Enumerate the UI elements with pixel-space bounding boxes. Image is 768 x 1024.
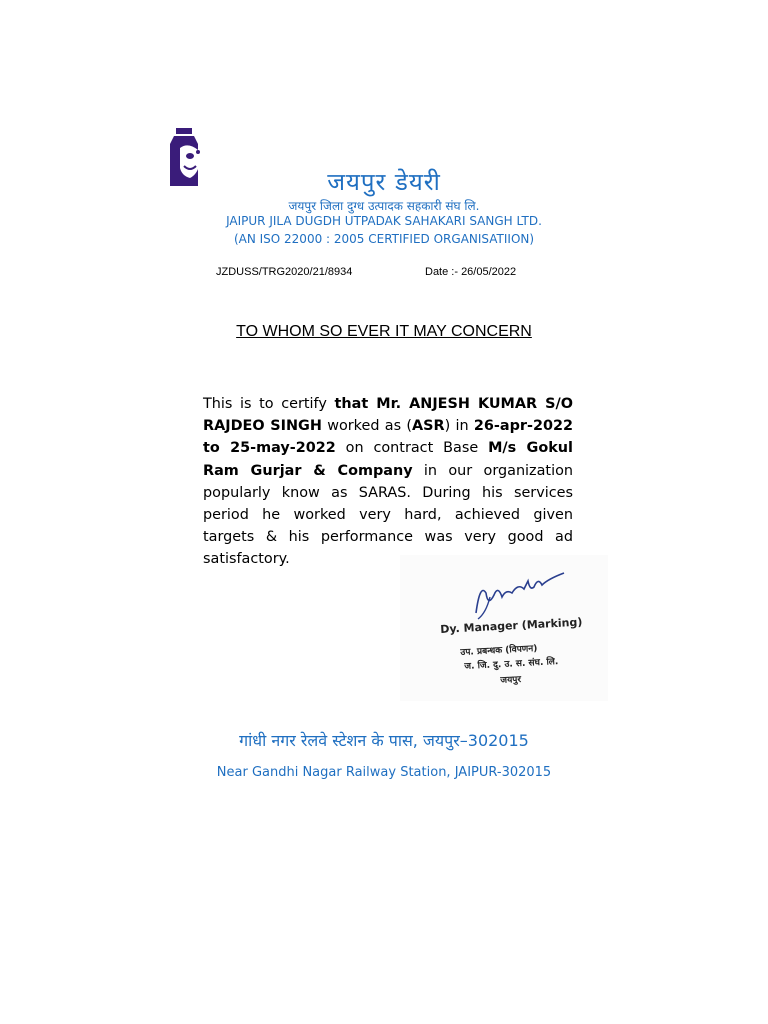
- address-hindi: गांधी नगर रेलवे स्टेशन के पास, जयपुर–302015: [239, 731, 529, 750]
- letter-date: Date :- 26/05/2022: [425, 266, 517, 278]
- signatory-designation-hindi: उप. प्रबन्धक (विपणन): [460, 643, 538, 658]
- body-text-segment: on contract Base: [335, 440, 489, 457]
- org-english-name: JAIPUR JILA DUGDH UTPADAK SAHAKARI SANGH LTD.: [226, 214, 542, 228]
- org-hindi-short: जयपुर डेयरी: [327, 168, 441, 196]
- body-text-segment: in our organization popularly know as SARAS. During his services period he worked very hard, achieved given targets & his performance was very good ad satisfactory.: [203, 462, 573, 568]
- letter-heading: TO WHOM SO EVER IT MAY CONCERN: [236, 323, 532, 340]
- org-hindi-full: जयपुर जिला दुग्ध उत्पादक सहकारी संघ लि.: [288, 199, 480, 213]
- reference-number: JZDUSS/TRG2020/21/8934: [216, 266, 353, 278]
- address-english: Near Gandhi Nagar Railway Station, JAIPUR-302015: [216, 765, 552, 780]
- job-role: ASR: [411, 418, 445, 435]
- iso-certification-note: (AN ISO 22000 : 2005 CERTIFIED ORGANISATIION): [233, 232, 535, 246]
- body-text-segment: worked as (: [321, 418, 412, 435]
- certificate-body: [203, 393, 573, 571]
- handwritten-signature: [468, 563, 568, 623]
- signatory-org-hindi: ज. जि. दु. उ. स. संघ. लि.: [464, 657, 559, 672]
- employment-period: 26-apr-2022 to 25-may-2022: [203, 418, 574, 457]
- signatory-designation: Dy. Manager (Marking): [440, 615, 583, 636]
- body-text-segment: ) in: [444, 418, 474, 435]
- body-text-segment: This is to certify: [203, 396, 335, 412]
- signatory-city-hindi: जयपुर: [500, 674, 522, 686]
- employee-name: that Mr. ANJESH KUMAR S/O RAJDEO SINGH: [203, 396, 573, 435]
- signature-stamp: [400, 555, 608, 701]
- contractor-name: M/s Gokul Ram Gurjar & Company: [203, 440, 573, 479]
